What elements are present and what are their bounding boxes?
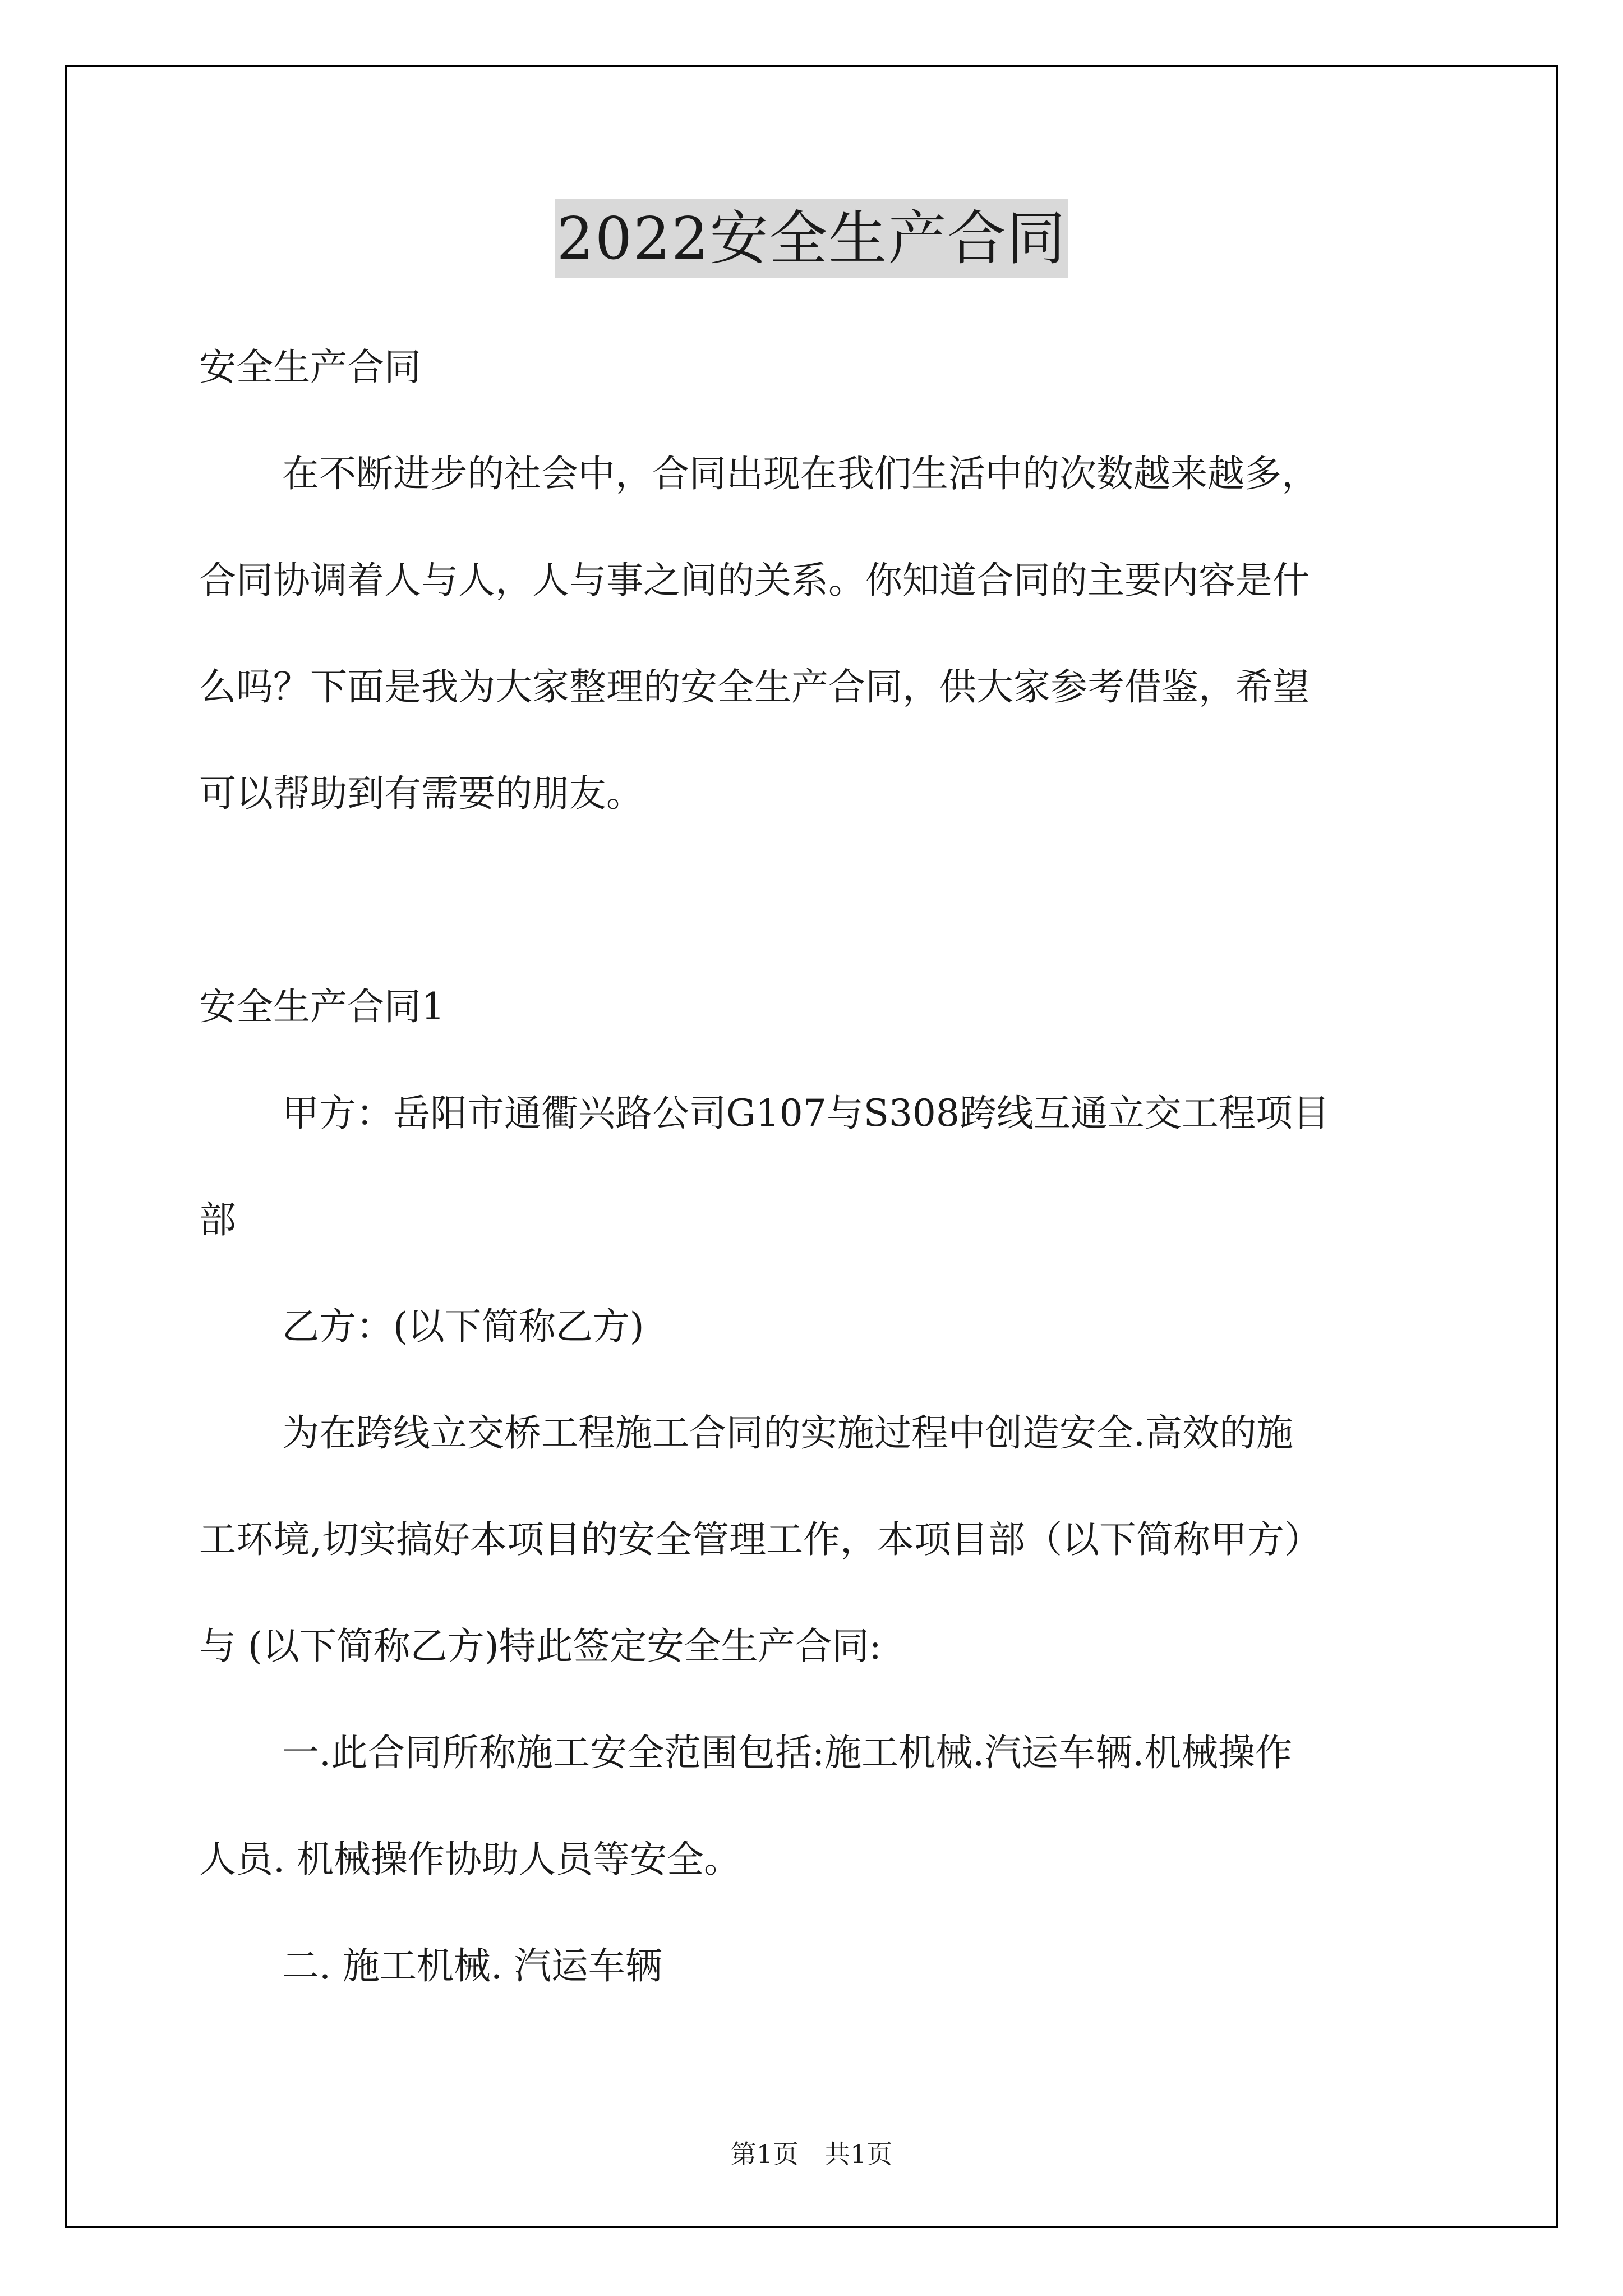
party-a-line-2: 部 bbox=[199, 1198, 236, 1241]
purpose-line-3: 与 (以下简称乙方)特此签定安全生产合同: bbox=[199, 1625, 882, 1668]
clause-1-line-2: 人员. 机械操作协助人员等安全。 bbox=[199, 1838, 741, 1881]
clause-2-line: 二. 施工机械. 汽运车辆 bbox=[282, 1944, 662, 1987]
intro-heading: 安全生产合同 bbox=[199, 346, 421, 389]
intro-line-4: 可以帮助到有需要的朋友。 bbox=[199, 772, 643, 815]
document-title: 2022安全生产合同 bbox=[555, 199, 1069, 278]
intro-line-1: 在不断进步的社会中，合同出现在我们生活中的次数越来越多， bbox=[282, 452, 1318, 495]
intro-line-3: 么吗？下面是我为大家整理的安全生产合同，供大家参考借鉴，希望 bbox=[199, 665, 1310, 708]
intro-line-2: 合同协调着人与人，人与事之间的关系。你知道合同的主要内容是什 bbox=[199, 559, 1310, 602]
party-a-line-1: 甲方：岳阳市通衢兴路公司G107与S308跨线互通立交工程项目 bbox=[282, 1092, 1330, 1135]
purpose-line-2: 工环境,切实搞好本项目的安全管理工作，本项目部（以下简称甲方） bbox=[199, 1518, 1321, 1561]
title-wrap bbox=[0, 199, 1623, 278]
page-footer: 第1页 共1页 bbox=[730, 2139, 893, 2169]
paragraph-gap bbox=[199, 847, 1433, 954]
purpose-line-1: 为在跨线立交桥工程施工合同的实施过程中创造安全.高效的施 bbox=[282, 1411, 1293, 1455]
party-b-line: 乙方：(以下简称乙方) bbox=[282, 1305, 644, 1348]
clause-1-line-1: 一.此合同所称施工安全范围包括:施工机械.汽运车辆.机械操作 bbox=[282, 1731, 1293, 1774]
contract-heading: 安全生产合同1 bbox=[199, 985, 445, 1028]
document-body bbox=[199, 314, 1433, 2019]
